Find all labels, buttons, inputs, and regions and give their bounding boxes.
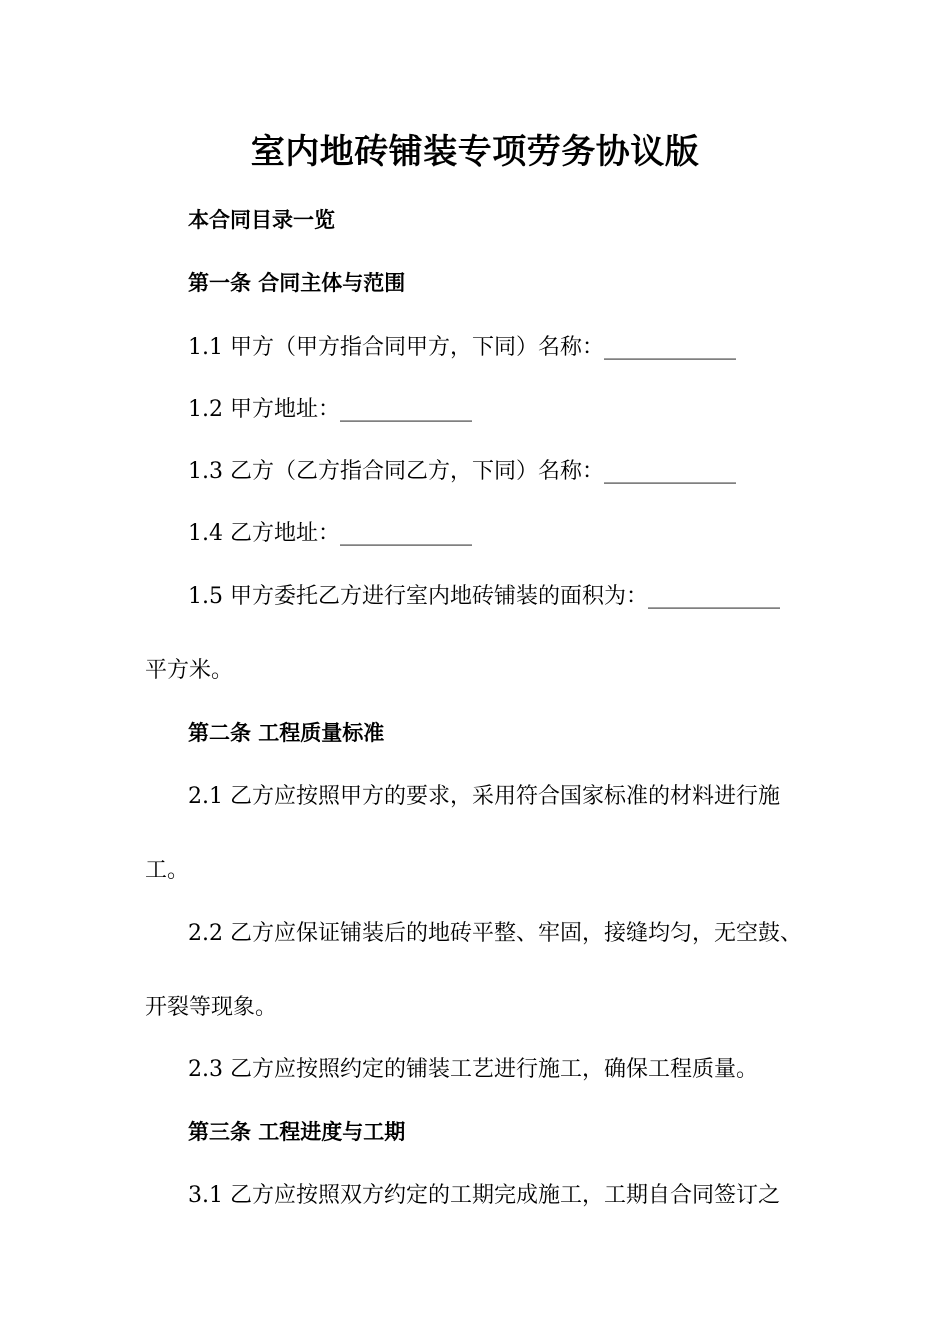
clause-1-1: 1.1 甲方（甲方指合同甲方，下同）名称：____________ [188, 335, 736, 360]
clause-2-1-line-1: 2.1 乙方应按照甲方的要求，采用符合国家标准的材料进行施 [188, 784, 780, 809]
clause-2-1-line-2: 工。 [145, 858, 190, 883]
clause-2-2-line-2: 开裂等现象。 [145, 995, 278, 1020]
clause-1-5-line-2: 平方米。 [145, 658, 234, 683]
clause-2-3: 2.3 乙方应按照约定的铺装工艺进行施工，确保工程质量。 [188, 1057, 758, 1082]
clause-1-5-line-1: 1.5 甲方委托乙方进行室内地砖铺装的面积为：____________ [188, 584, 780, 609]
clause-3-1-line-1: 3.1 乙方应按照双方约定的工期完成施工，工期自合同签订之 [188, 1183, 780, 1208]
clause-1-2: 1.2 甲方地址：____________ [188, 397, 472, 422]
clause-1-3: 1.3 乙方（乙方指合同乙方，下同）名称：____________ [188, 459, 736, 484]
article-2-heading: 第二条 工程质量标准 [188, 721, 385, 745]
clause-1-4: 1.4 乙方地址：____________ [188, 521, 472, 546]
article-3-heading: 第三条 工程进度与工期 [188, 1120, 406, 1144]
document-title: 室内地砖铺装专项劳务协议版 [250, 132, 700, 172]
toc-heading: 本合同目录一览 [188, 208, 335, 232]
article-1-heading: 第一条 合同主体与范围 [188, 271, 406, 295]
clause-2-2-line-1: 2.2 乙方应保证铺装后的地砖平整、牢固，接缝均匀，无空鼓、 [188, 921, 802, 946]
